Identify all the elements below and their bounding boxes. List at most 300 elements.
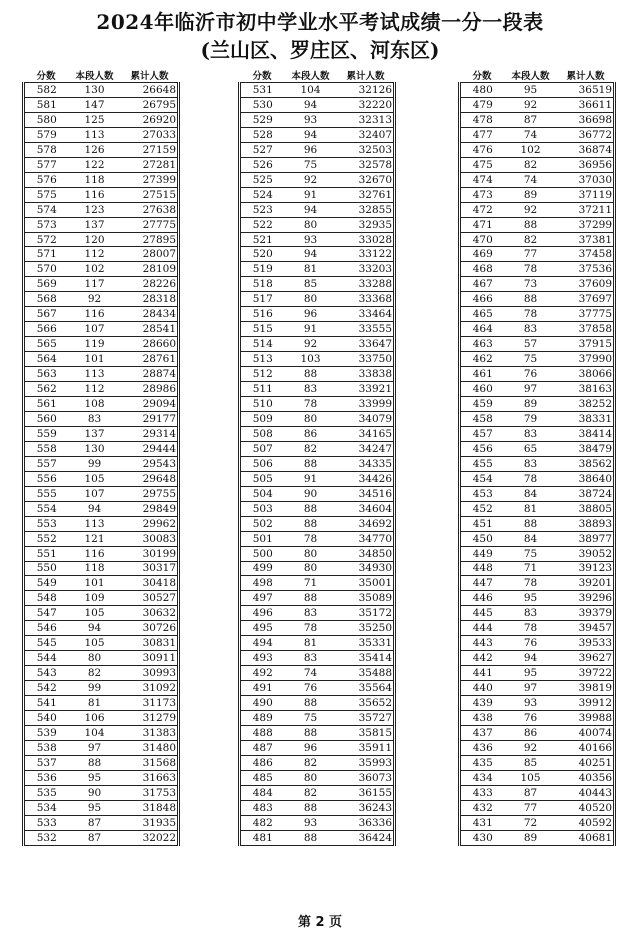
score-cell: 517 bbox=[240, 292, 285, 307]
table-row bbox=[24, 651, 179, 666]
table-row bbox=[460, 367, 615, 382]
score-cell: 479 bbox=[460, 97, 505, 112]
cumulative-cell: 34516 bbox=[337, 486, 395, 501]
table-row bbox=[460, 142, 615, 157]
table-row bbox=[24, 367, 179, 382]
score-cell: 501 bbox=[240, 531, 285, 546]
header-cumulative: 累计人数 bbox=[557, 68, 615, 83]
cumulative-cell: 30831 bbox=[121, 636, 179, 651]
score-cell: 581 bbox=[24, 97, 69, 112]
cumulative-cell: 32220 bbox=[337, 97, 395, 112]
count-cell: 116 bbox=[69, 546, 121, 561]
cumulative-cell: 34692 bbox=[337, 516, 395, 531]
table-row bbox=[24, 202, 179, 217]
count-cell: 81 bbox=[285, 636, 337, 651]
cumulative-cell: 36243 bbox=[337, 800, 395, 815]
table-block-3 bbox=[458, 68, 616, 846]
cumulative-cell: 35414 bbox=[337, 651, 395, 666]
count-cell: 87 bbox=[505, 785, 557, 800]
count-cell: 81 bbox=[285, 262, 337, 277]
cumulative-cell: 30083 bbox=[121, 531, 179, 546]
count-cell: 72 bbox=[505, 815, 557, 830]
score-cell: 534 bbox=[24, 800, 69, 815]
count-cell: 78 bbox=[285, 621, 337, 636]
cumulative-cell: 28761 bbox=[121, 352, 179, 367]
count-cell: 57 bbox=[505, 337, 557, 352]
cumulative-cell: 28660 bbox=[121, 337, 179, 352]
table-row bbox=[240, 696, 395, 711]
cumulative-cell: 33028 bbox=[337, 232, 395, 247]
score-cell: 564 bbox=[24, 352, 69, 367]
cumulative-cell: 33203 bbox=[337, 262, 395, 277]
count-cell: 80 bbox=[285, 292, 337, 307]
score-cell: 435 bbox=[460, 755, 505, 770]
count-cell: 97 bbox=[505, 681, 557, 696]
cumulative-cell: 35993 bbox=[337, 755, 395, 770]
score-cell: 570 bbox=[24, 262, 69, 277]
score-cell: 568 bbox=[24, 292, 69, 307]
table-row bbox=[460, 621, 615, 636]
table-row bbox=[460, 531, 615, 546]
cumulative-cell: 27515 bbox=[121, 187, 179, 202]
score-cell: 554 bbox=[24, 501, 69, 516]
cumulative-cell: 37990 bbox=[557, 352, 615, 367]
count-cell: 96 bbox=[285, 307, 337, 322]
count-cell: 80 bbox=[285, 411, 337, 426]
score-cell: 481 bbox=[240, 830, 285, 845]
score-cell: 433 bbox=[460, 785, 505, 800]
table-row bbox=[240, 142, 395, 157]
count-cell: 122 bbox=[69, 157, 121, 172]
score-cell: 445 bbox=[460, 606, 505, 621]
count-cell: 102 bbox=[69, 262, 121, 277]
cumulative-cell: 36772 bbox=[557, 127, 615, 142]
count-cell: 75 bbox=[285, 711, 337, 726]
score-cell: 485 bbox=[240, 770, 285, 785]
table-row bbox=[460, 262, 615, 277]
cumulative-cell: 40592 bbox=[557, 815, 615, 830]
cumulative-cell: 37381 bbox=[557, 232, 615, 247]
header-row bbox=[24, 68, 179, 83]
table-row bbox=[24, 606, 179, 621]
score-table bbox=[22, 68, 180, 846]
cumulative-cell: 33921 bbox=[337, 382, 395, 397]
count-cell: 113 bbox=[69, 516, 121, 531]
score-cell: 542 bbox=[24, 681, 69, 696]
table-row bbox=[24, 531, 179, 546]
table-row bbox=[460, 770, 615, 785]
table-row bbox=[460, 217, 615, 232]
table-row bbox=[460, 352, 615, 367]
count-cell: 93 bbox=[285, 232, 337, 247]
table-row bbox=[24, 127, 179, 142]
table-row bbox=[24, 711, 179, 726]
count-cell: 74 bbox=[505, 127, 557, 142]
table-row bbox=[24, 471, 179, 486]
table-row bbox=[240, 651, 395, 666]
cumulative-cell: 38479 bbox=[557, 441, 615, 456]
score-cell: 456 bbox=[460, 441, 505, 456]
table-row bbox=[240, 217, 395, 232]
count-cell: 80 bbox=[285, 561, 337, 576]
cumulative-cell: 35089 bbox=[337, 591, 395, 606]
score-cell: 545 bbox=[24, 636, 69, 651]
cumulative-cell: 32126 bbox=[337, 83, 395, 98]
table-row bbox=[240, 382, 395, 397]
table-row bbox=[460, 651, 615, 666]
score-cell: 509 bbox=[240, 411, 285, 426]
table-row bbox=[240, 606, 395, 621]
table-row bbox=[240, 471, 395, 486]
table-row bbox=[24, 576, 179, 591]
score-cell: 475 bbox=[460, 157, 505, 172]
count-cell: 83 bbox=[69, 411, 121, 426]
cumulative-cell: 28007 bbox=[121, 247, 179, 262]
table-row bbox=[240, 755, 395, 770]
header-score: 分数 bbox=[240, 68, 285, 83]
score-cell: 507 bbox=[240, 441, 285, 456]
table-row bbox=[240, 501, 395, 516]
cumulative-cell: 32578 bbox=[337, 157, 395, 172]
table-row bbox=[24, 217, 179, 232]
count-cell: 73 bbox=[505, 277, 557, 292]
count-cell: 82 bbox=[505, 232, 557, 247]
score-cell: 430 bbox=[460, 830, 505, 845]
cumulative-cell: 34247 bbox=[337, 441, 395, 456]
count-cell: 90 bbox=[69, 785, 121, 800]
table-row bbox=[460, 426, 615, 441]
cumulative-cell: 30993 bbox=[121, 666, 179, 681]
table-row bbox=[24, 277, 179, 292]
table-row bbox=[460, 127, 615, 142]
score-cell: 530 bbox=[240, 97, 285, 112]
table-row bbox=[460, 83, 615, 98]
score-cell: 438 bbox=[460, 711, 505, 726]
score-cell: 457 bbox=[460, 426, 505, 441]
score-cell: 449 bbox=[460, 546, 505, 561]
cumulative-cell: 31568 bbox=[121, 755, 179, 770]
count-cell: 88 bbox=[285, 501, 337, 516]
cumulative-cell: 39379 bbox=[557, 606, 615, 621]
count-cell: 101 bbox=[69, 352, 121, 367]
score-cell: 544 bbox=[24, 651, 69, 666]
score-cell: 467 bbox=[460, 277, 505, 292]
cumulative-cell: 36155 bbox=[337, 785, 395, 800]
cumulative-cell: 29543 bbox=[121, 456, 179, 471]
cumulative-cell: 36611 bbox=[557, 97, 615, 112]
score-cell: 514 bbox=[240, 337, 285, 352]
count-cell: 88 bbox=[285, 456, 337, 471]
cumulative-cell: 36956 bbox=[557, 157, 615, 172]
score-cell: 560 bbox=[24, 411, 69, 426]
table-row bbox=[240, 83, 395, 98]
count-cell: 94 bbox=[69, 501, 121, 516]
table-row bbox=[24, 486, 179, 501]
table-row bbox=[460, 546, 615, 561]
table-row bbox=[460, 755, 615, 770]
score-cell: 547 bbox=[24, 606, 69, 621]
table-row bbox=[24, 232, 179, 247]
cumulative-cell: 33555 bbox=[337, 322, 395, 337]
score-cell: 471 bbox=[460, 217, 505, 232]
count-cell: 105 bbox=[505, 770, 557, 785]
cumulative-cell: 35911 bbox=[337, 740, 395, 755]
cumulative-cell: 37915 bbox=[557, 337, 615, 352]
count-cell: 75 bbox=[285, 157, 337, 172]
table-row bbox=[460, 277, 615, 292]
count-cell: 94 bbox=[285, 247, 337, 262]
count-cell: 95 bbox=[505, 666, 557, 681]
score-cell: 510 bbox=[240, 397, 285, 412]
score-cell: 506 bbox=[240, 456, 285, 471]
count-cell: 86 bbox=[285, 426, 337, 441]
score-cell: 432 bbox=[460, 800, 505, 815]
count-cell: 105 bbox=[69, 471, 121, 486]
score-cell: 450 bbox=[460, 531, 505, 546]
table-row bbox=[460, 785, 615, 800]
cumulative-cell: 34335 bbox=[337, 456, 395, 471]
cumulative-cell: 33122 bbox=[337, 247, 395, 262]
cumulative-cell: 36519 bbox=[557, 83, 615, 98]
score-cell: 447 bbox=[460, 576, 505, 591]
count-cell: 78 bbox=[285, 531, 337, 546]
count-cell: 88 bbox=[285, 696, 337, 711]
score-cell: 567 bbox=[24, 307, 69, 322]
cumulative-cell: 35250 bbox=[337, 621, 395, 636]
score-cell: 448 bbox=[460, 561, 505, 576]
score-cell: 439 bbox=[460, 696, 505, 711]
count-cell: 88 bbox=[505, 292, 557, 307]
table-row bbox=[460, 232, 615, 247]
count-cell: 137 bbox=[69, 217, 121, 232]
table-row bbox=[240, 127, 395, 142]
cumulative-cell: 40166 bbox=[557, 740, 615, 755]
table-row bbox=[240, 411, 395, 426]
score-cell: 455 bbox=[460, 456, 505, 471]
count-cell: 112 bbox=[69, 247, 121, 262]
score-cell: 574 bbox=[24, 202, 69, 217]
score-cell: 499 bbox=[240, 561, 285, 576]
count-cell: 107 bbox=[69, 322, 121, 337]
table-row bbox=[240, 172, 395, 187]
score-cell: 434 bbox=[460, 770, 505, 785]
table-row bbox=[240, 187, 395, 202]
score-cell: 523 bbox=[240, 202, 285, 217]
cumulative-cell: 30418 bbox=[121, 576, 179, 591]
count-cell: 104 bbox=[69, 725, 121, 740]
cumulative-cell: 31279 bbox=[121, 711, 179, 726]
cumulative-cell: 32313 bbox=[337, 112, 395, 127]
score-cell: 531 bbox=[240, 83, 285, 98]
cumulative-cell: 31935 bbox=[121, 815, 179, 830]
score-cell: 573 bbox=[24, 217, 69, 232]
table-row bbox=[460, 471, 615, 486]
count-cell: 118 bbox=[69, 561, 121, 576]
table-row bbox=[24, 636, 179, 651]
header-row bbox=[460, 68, 615, 83]
table-row bbox=[240, 621, 395, 636]
score-cell: 533 bbox=[24, 815, 69, 830]
count-cell: 78 bbox=[505, 621, 557, 636]
table-row bbox=[24, 830, 179, 845]
table-row bbox=[240, 516, 395, 531]
count-cell: 80 bbox=[285, 770, 337, 785]
count-cell: 125 bbox=[69, 112, 121, 127]
table-row bbox=[460, 501, 615, 516]
score-cell: 526 bbox=[240, 157, 285, 172]
table-row bbox=[24, 501, 179, 516]
score-cell: 460 bbox=[460, 382, 505, 397]
table-row bbox=[24, 681, 179, 696]
score-cell: 487 bbox=[240, 740, 285, 755]
table-row bbox=[240, 337, 395, 352]
count-cell: 92 bbox=[285, 337, 337, 352]
table-row bbox=[240, 486, 395, 501]
count-cell: 76 bbox=[505, 711, 557, 726]
score-cell: 437 bbox=[460, 725, 505, 740]
table-row bbox=[240, 770, 395, 785]
score-cell: 458 bbox=[460, 411, 505, 426]
count-cell: 78 bbox=[505, 262, 557, 277]
score-cell: 524 bbox=[240, 187, 285, 202]
count-cell: 82 bbox=[505, 157, 557, 172]
count-cell: 87 bbox=[69, 830, 121, 845]
count-cell: 82 bbox=[285, 441, 337, 456]
table-row bbox=[24, 187, 179, 202]
count-cell: 80 bbox=[285, 217, 337, 232]
count-cell: 78 bbox=[505, 471, 557, 486]
table-row bbox=[240, 561, 395, 576]
score-cell: 511 bbox=[240, 382, 285, 397]
score-cell: 477 bbox=[460, 127, 505, 142]
count-cell: 105 bbox=[69, 636, 121, 651]
cumulative-cell: 27281 bbox=[121, 157, 179, 172]
score-cell: 495 bbox=[240, 621, 285, 636]
cumulative-cell: 26795 bbox=[121, 97, 179, 112]
table-row bbox=[240, 740, 395, 755]
score-cell: 494 bbox=[240, 636, 285, 651]
cumulative-cell: 34770 bbox=[337, 531, 395, 546]
table-row bbox=[240, 322, 395, 337]
count-cell: 88 bbox=[285, 830, 337, 845]
table-row bbox=[240, 97, 395, 112]
cumulative-cell: 30911 bbox=[121, 651, 179, 666]
score-cell: 461 bbox=[460, 367, 505, 382]
score-cell: 476 bbox=[460, 142, 505, 157]
cumulative-cell: 38640 bbox=[557, 471, 615, 486]
cumulative-cell: 34426 bbox=[337, 471, 395, 486]
score-cell: 452 bbox=[460, 501, 505, 516]
score-cell: 465 bbox=[460, 307, 505, 322]
cumulative-cell: 34930 bbox=[337, 561, 395, 576]
table-row bbox=[240, 456, 395, 471]
cumulative-cell: 32761 bbox=[337, 187, 395, 202]
count-cell: 93 bbox=[285, 112, 337, 127]
cumulative-cell: 37858 bbox=[557, 322, 615, 337]
table-block-1 bbox=[22, 68, 180, 846]
cumulative-cell: 38977 bbox=[557, 531, 615, 546]
table-row bbox=[24, 755, 179, 770]
cumulative-cell: 33464 bbox=[337, 307, 395, 322]
count-cell: 93 bbox=[505, 696, 557, 711]
table-row bbox=[460, 337, 615, 352]
table-row bbox=[240, 441, 395, 456]
table-row bbox=[24, 546, 179, 561]
table-row bbox=[460, 576, 615, 591]
score-cell: 522 bbox=[240, 217, 285, 232]
count-cell: 85 bbox=[285, 277, 337, 292]
score-cell: 466 bbox=[460, 292, 505, 307]
count-cell: 91 bbox=[285, 471, 337, 486]
count-cell: 99 bbox=[69, 456, 121, 471]
score-cell: 454 bbox=[460, 471, 505, 486]
score-cell: 436 bbox=[460, 740, 505, 755]
count-cell: 80 bbox=[285, 546, 337, 561]
count-cell: 126 bbox=[69, 142, 121, 157]
cumulative-cell: 36073 bbox=[337, 770, 395, 785]
cumulative-cell: 31663 bbox=[121, 770, 179, 785]
cumulative-cell: 38562 bbox=[557, 456, 615, 471]
count-cell: 97 bbox=[505, 382, 557, 397]
score-cell: 464 bbox=[460, 322, 505, 337]
table-row bbox=[240, 531, 395, 546]
cumulative-cell: 27033 bbox=[121, 127, 179, 142]
count-cell: 88 bbox=[69, 755, 121, 770]
count-cell: 130 bbox=[69, 83, 121, 98]
score-cell: 504 bbox=[240, 486, 285, 501]
cumulative-cell: 39722 bbox=[557, 666, 615, 681]
cumulative-cell: 38066 bbox=[557, 367, 615, 382]
count-cell: 78 bbox=[505, 307, 557, 322]
cumulative-cell: 40251 bbox=[557, 755, 615, 770]
cumulative-cell: 40356 bbox=[557, 770, 615, 785]
cumulative-cell: 37458 bbox=[557, 247, 615, 262]
score-cell: 482 bbox=[240, 815, 285, 830]
count-cell: 130 bbox=[69, 441, 121, 456]
table-row bbox=[24, 247, 179, 262]
cumulative-cell: 40520 bbox=[557, 800, 615, 815]
count-cell: 74 bbox=[285, 666, 337, 681]
table-row bbox=[240, 546, 395, 561]
table-row bbox=[460, 561, 615, 576]
count-cell: 80 bbox=[69, 651, 121, 666]
count-cell: 77 bbox=[505, 247, 557, 262]
cumulative-cell: 35652 bbox=[337, 696, 395, 711]
count-cell: 75 bbox=[505, 546, 557, 561]
score-cell: 459 bbox=[460, 397, 505, 412]
count-cell: 92 bbox=[285, 172, 337, 187]
count-cell: 88 bbox=[285, 367, 337, 382]
score-cell: 566 bbox=[24, 322, 69, 337]
score-table bbox=[238, 68, 396, 846]
score-cell: 496 bbox=[240, 606, 285, 621]
score-cell: 503 bbox=[240, 501, 285, 516]
cumulative-cell: 38414 bbox=[557, 426, 615, 441]
cumulative-cell: 35331 bbox=[337, 636, 395, 651]
score-cell: 569 bbox=[24, 277, 69, 292]
table-row bbox=[240, 576, 395, 591]
table-row bbox=[240, 292, 395, 307]
count-cell: 83 bbox=[285, 606, 337, 621]
table-row bbox=[460, 456, 615, 471]
count-cell: 90 bbox=[285, 486, 337, 501]
table-row bbox=[240, 247, 395, 262]
table-row bbox=[460, 800, 615, 815]
cumulative-cell: 30317 bbox=[121, 561, 179, 576]
count-cell: 95 bbox=[69, 800, 121, 815]
table-row bbox=[24, 292, 179, 307]
count-cell: 83 bbox=[505, 322, 557, 337]
